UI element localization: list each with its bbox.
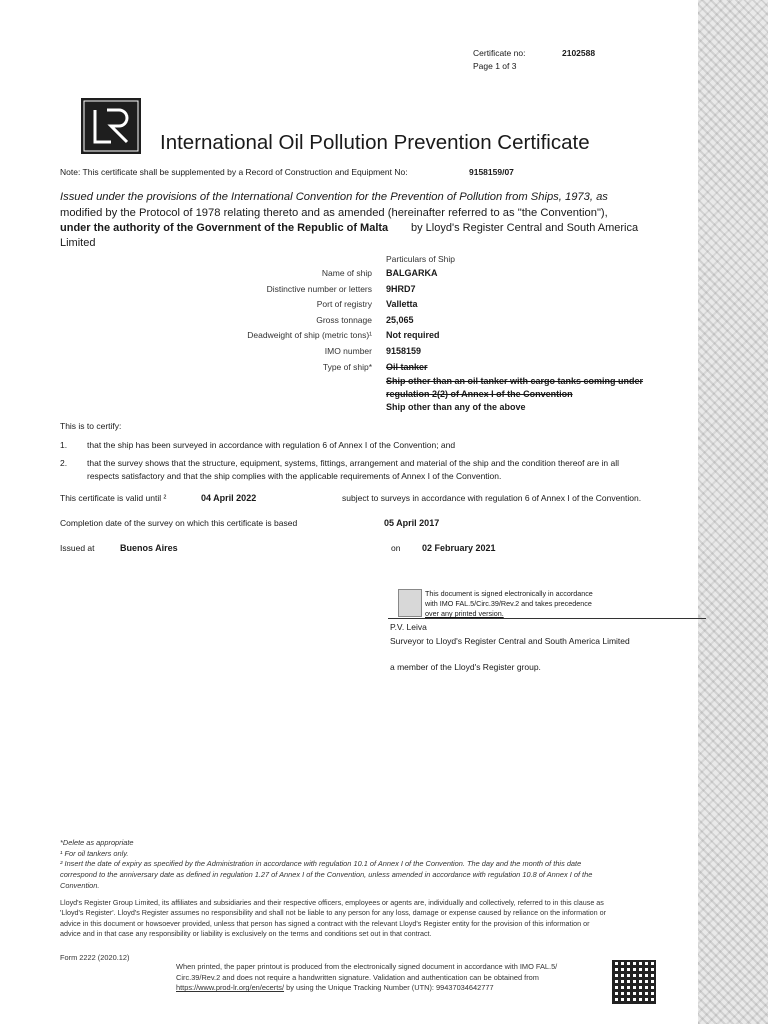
printed-line3: by using the Unique Tracking Number (UTN): 99437034642777: [286, 983, 494, 993]
completion-date: 05 April 2017: [384, 518, 440, 528]
valid-subject: subject to surveys in accordance with regulation 6 of Annex I of the Convention.: [342, 493, 642, 503]
record-number: 9158159/07: [469, 167, 514, 177]
type-other-cargo: Ship other than an oil tanker with cargo tanks coming under: [386, 376, 644, 386]
disclaimer-line2: 'Lloyd's Register'. Lloyd's Register assumes no responsibility and shall not be liable to any person for any loss, damage or expense caused by reliance on the information or: [60, 908, 607, 918]
printed-notice: [176, 962, 557, 994]
name-of-ship-value: BALGARKA: [386, 268, 438, 278]
page-title: International Oil Pollution Prevention Certificate: [160, 131, 590, 154]
lr-stamp-icon: [398, 589, 422, 617]
issued-place: Buenos Aires: [120, 543, 178, 553]
disclaimer-line3: advice in this document or howsoever provided, unless that person has signed a contract with the relevant Lloyd's Register entity for the provision of this information or: [60, 918, 590, 928]
port-of-registry-label: Port of registry: [316, 299, 372, 309]
issued-under-line1: Issued under the provisions of the International Convention for the Prevention of Pollution from Ships, 1973, as: [60, 191, 608, 203]
name-of-ship-label: Name of ship: [321, 268, 372, 278]
electronic-signature-note: [425, 589, 593, 619]
deadweight-value: Not required: [386, 330, 440, 340]
certificate-no-label: Certificate no:: [473, 48, 526, 58]
port-of-registry-value: Valletta: [386, 299, 418, 309]
stamp-line2: with IMO FAL.5/Circ.39/Rev.2 and takes precedence: [425, 599, 592, 608]
imo-number-value: 9158159: [386, 346, 422, 356]
printed-line1: When printed, the paper printout is produced from the electronically signed document in accordance with IMO FAL.5/: [176, 962, 558, 971]
issued-on-label: on: [391, 543, 401, 553]
certify-item1-num: 1.: [60, 440, 68, 450]
certificate-no: 2102588: [562, 48, 596, 58]
type-oil-tanker: Oil tanker: [386, 362, 428, 372]
form-number: Form 2222 (2020.12): [60, 953, 130, 962]
certify-item2-num: 2.: [60, 458, 68, 468]
footnotes: [60, 838, 710, 892]
disclaimer-line1: Lloyd's Register Group Limited, its affiliates and subsidiaries and their respective officers, employees or agents are, individually and collectively, referred to in this clause as: [60, 898, 604, 907]
certify-item1: that the ship has been surveyed in accordance with regulation 6 of Annex I of the Convention; and: [87, 440, 456, 450]
gross-tonnage-label: Gross tonnage: [316, 315, 372, 325]
deadweight-label: Deadweight of ship (metric tons)¹: [247, 330, 372, 340]
certify-item2-line2: respects satisfactory and that the ship complies with the applicable requirements of Annex I of the Convention.: [87, 471, 502, 481]
imo-number-label: IMO number: [324, 346, 372, 356]
issued-date: 02 February 2021: [422, 543, 496, 553]
disclaimer: [60, 898, 710, 940]
surveyor-name: P.V. Leiva: [390, 622, 427, 632]
record-note: Note: This certificate shall be supplemented by a Record of Construction and Equipment No:: [60, 167, 408, 177]
ecerts-link[interactable]: https://www.prod-lr.org/en/ecerts/: [176, 983, 285, 993]
valid-until-label: This certificate is valid until ²: [60, 493, 167, 503]
type-other-any: Ship other than any of the above: [386, 402, 526, 412]
qr-code-icon: [612, 960, 656, 1004]
issued-under-by: by Lloyd's Register Central and South America: [411, 222, 639, 234]
issued-under-limited: Limited: [60, 237, 96, 249]
issued-under-authority: under the authority of the Government of the Republic of Malta: [60, 222, 389, 234]
distinctive-number-value: 9HRD7: [386, 284, 416, 294]
completion-label: Completion date of the survey on which this certificate is based: [60, 518, 298, 528]
footnote-2c: Convention.: [60, 880, 100, 890]
type-of-ship-label: Type of ship*: [322, 362, 372, 372]
printed-line2: Circ.39/Rev.2 and does not require a handwritten signature. Validation and authentication can be obtained from: [176, 972, 539, 982]
footnote-2b: correspond to the anniversary date as defined in regulation 1.27 of Annex I of the Convention, unless amended in accordance with regulation 10.8 of Annex I of the: [60, 870, 593, 880]
surveyor-role: Surveyor to Lloyd's Register Central and South America Limited: [390, 636, 630, 646]
certify-item2-line1: that the survey shows that the structure, equipment, systems, fittings, arrangement and material of the ship and the condition thereof are in all: [87, 458, 620, 468]
lr-group-member: a member of the Lloyd's Register group.: [390, 662, 541, 672]
gross-tonnage-value: 25,065: [386, 315, 414, 325]
disclaimer-line4: advice and in that case any responsibility or liability is exclusively on the terms and conditions set out in that contract.: [60, 929, 432, 939]
lr-logo: [81, 98, 141, 154]
page-indicator: Page 1 of 3: [473, 61, 517, 71]
footnote-1: ¹ For oil tankers only.: [60, 848, 129, 858]
valid-until-date: 04 April 2022: [201, 493, 257, 503]
issued-under-line2: modified by the Protocol of 1978 relating thereto and as amended (hereinafter referred to as "the Convention"),: [60, 207, 608, 219]
footnote-2a: ² Insert the date of expiry as specified by the Administration in accordance with regulation 10.1 of Annex I of the Convention. The day and the month of this date: [60, 859, 582, 869]
certify-intro: This is to certify:: [60, 421, 122, 431]
issued-at-label: Issued at: [60, 543, 95, 553]
distinctive-number-label: Distinctive number or letters: [266, 284, 372, 294]
stamp-line3: over any printed version.: [425, 609, 504, 618]
stamp-line1: This document is signed electronically in accordance: [425, 589, 593, 598]
type-regulation: regulation 2(2) of Annex I of the Convention: [386, 389, 573, 399]
particulars-heading: Particulars of Ship: [386, 254, 455, 264]
signature-line: [388, 618, 706, 619]
footnote-delete: *Delete as appropriate: [60, 838, 134, 847]
